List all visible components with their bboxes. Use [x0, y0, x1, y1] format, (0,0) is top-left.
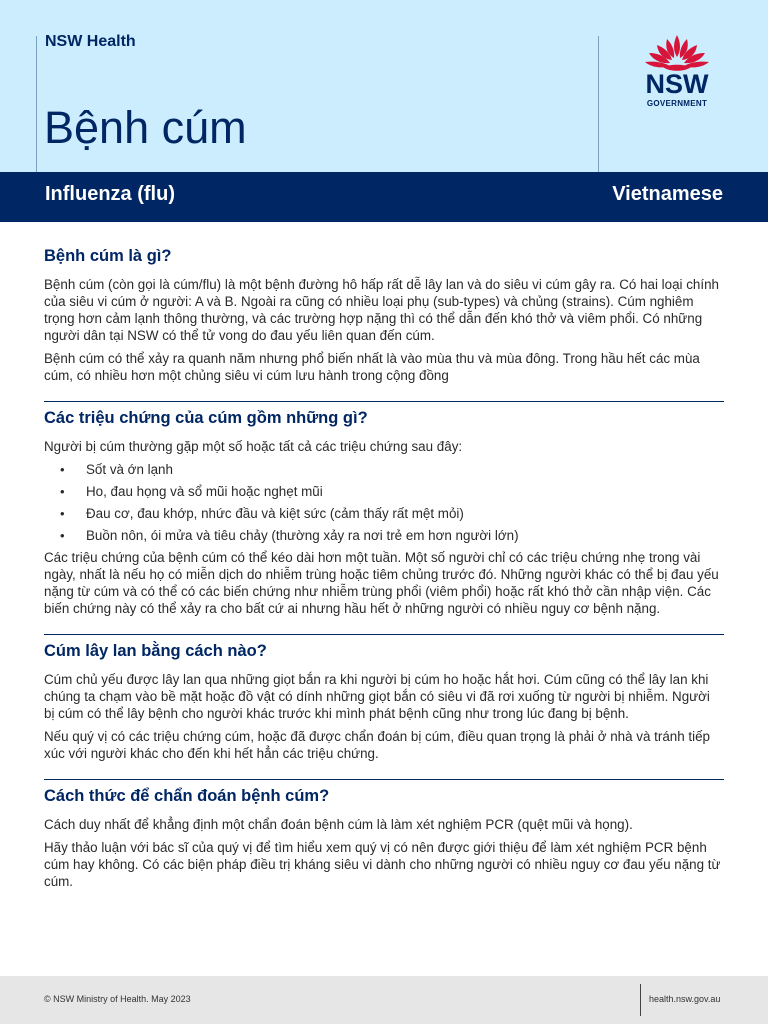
- section-diagnosis: [44, 786, 724, 890]
- language-label: Vietnamese: [612, 183, 723, 205]
- section-heading: Các triệu chứng của cúm gồm những gì?: [44, 409, 368, 427]
- section-divider: [44, 401, 724, 402]
- header-divider-right: [598, 36, 599, 172]
- list-item-text: Sốt và ớn lạnh: [86, 462, 173, 477]
- section-heading: Bệnh cúm là gì?: [44, 247, 172, 265]
- paragraph: Nếu quý vị có các triệu chứng cúm, hoặc đã được chẩn đoán bị cúm, điều quan trọng là phải ở nhà và tránh tiếp xúc với người khác cho đến khi hết hẳn các triệu chứng.: [44, 729, 710, 761]
- english-title: Influenza (flu): [45, 183, 175, 205]
- footer-divider: [640, 984, 641, 1016]
- website-link[interactable]: health.nsw.gov.au: [649, 994, 721, 1004]
- paragraph: Người bị cúm thường gặp một số hoặc tất cả các triệu chứng sau đây:: [44, 439, 463, 454]
- paragraph: Các triệu chứng của bệnh cúm có thể kéo dài hơn một tuần. Một số người chỉ có các triệu chứng nhẹ trong vài ngày, nhất là nếu họ có miễn dịch do nhiễm trùng hoặc tiêm chủng trước đó. Những người khác có thể bị đau yếu nặng từ cúm và có thể có các biến chứng như nhiễm trùng phổi (viêm phổi) hoặc rất khó thở cần nhập viện. Các biến chứng này có thể xảy ra cho bất cứ ai nhưng hầu hết ở những người có nhiều nguy cơ bệnh nặng.: [44, 550, 719, 616]
- paragraph: Cách duy nhất để khẳng định một chẩn đoán bệnh cúm là làm xét nghiệm PCR (quệt mũi và họng).: [44, 817, 633, 832]
- bullet-icon: •: [60, 462, 65, 477]
- logo-subtext: GOVERNMENT: [646, 99, 708, 108]
- header-banner: [0, 0, 768, 172]
- title-band: [0, 172, 768, 222]
- list-item-text: Buồn nôn, ói mửa và tiêu chảy (thường xảy ra nơi trẻ em hơn người lớn): [86, 528, 519, 543]
- section-divider: [44, 779, 724, 780]
- copyright-text: © NSW Ministry of Health. May 2023: [44, 994, 191, 1004]
- section-spread: [44, 641, 724, 762]
- list-item-text: Đau cơ, đau khớp, nhức đầu và kiệt sức (cảm thấy rất mệt mỏi): [86, 506, 464, 521]
- section-what-is-flu: [44, 246, 724, 384]
- paragraph: Hãy thảo luận với bác sĩ của quý vị để tìm hiểu xem quý vị có nên được giới thiệu để làm xét nghiệm PCR bệnh cúm hay không. Có các biện pháp điều trị kháng siêu vi dành cho những người có nhiều nguy cơ đau yếu nặng từ cúm.: [44, 840, 721, 889]
- section-divider: [44, 634, 724, 635]
- page-footer: [0, 976, 768, 1024]
- list-item: [44, 461, 724, 478]
- page-title: Bệnh cúm: [44, 102, 247, 153]
- paragraph: Bệnh cúm (còn gọi là cúm/flu) là một bệnh đường hô hấp rất dễ lây lan và do siêu vi cúm gây ra. Có hai loại chính của siêu vi cúm ở người: A và B. Ngoài ra cũng có nhiều loại phụ (sub-types) và chủng (strains). Cúm nghiêm trọng hơn cảm lạnh thông thường, và các trường hợp nặng thì có thể dẫn đến khó thở và viêm phổi. Có những người dân tại NSW có thể tử vong do đau yếu liên quan đến cúm.: [44, 277, 719, 343]
- header-divider-left: [36, 36, 37, 172]
- section-heading: Cách thức để chẩn đoán bệnh cúm?: [44, 787, 330, 805]
- main-content: [44, 246, 724, 896]
- bullet-icon: •: [60, 528, 65, 543]
- list-item: [44, 527, 724, 544]
- bullet-icon: •: [60, 506, 65, 521]
- section-heading: Cúm lây lan bằng cách nào?: [44, 642, 267, 660]
- org-name: NSW Health: [45, 33, 136, 50]
- list-item: [44, 483, 724, 500]
- section-symptoms: [44, 408, 724, 617]
- waratah-flower-icon: [637, 33, 717, 73]
- symptom-list: [44, 461, 724, 544]
- paragraph: Cúm chủ yếu được lây lan qua những giọt bắn ra khi người bị cúm ho hoặc hắt hơi. Cúm cũng có thể lây lan khi chúng ta chạm vào bề mặt hoặc đồ vật có dính những giọt bắn có siêu vi đã rơi xuống từ người bị nhiễm. Người bị cúm có thể lây bệnh cho người khác trước khi mình phát bệnh cũng như trong lúc đang bị bệnh.: [44, 672, 710, 721]
- list-item-text: Ho, đau họng và sổ mũi hoặc nghẹt mũi: [86, 484, 323, 499]
- list-item: [44, 505, 724, 522]
- bullet-icon: •: [60, 484, 65, 499]
- paragraph: Bệnh cúm có thể xảy ra quanh năm nhưng phổ biến nhất là vào mùa thu và mùa đông. Trong hầu hết các mùa cúm, có nhiều hơn một chủng siêu vi cúm lưu hành trong cộng đồng: [44, 351, 700, 383]
- logo-wordmark: NSW: [645, 69, 709, 99]
